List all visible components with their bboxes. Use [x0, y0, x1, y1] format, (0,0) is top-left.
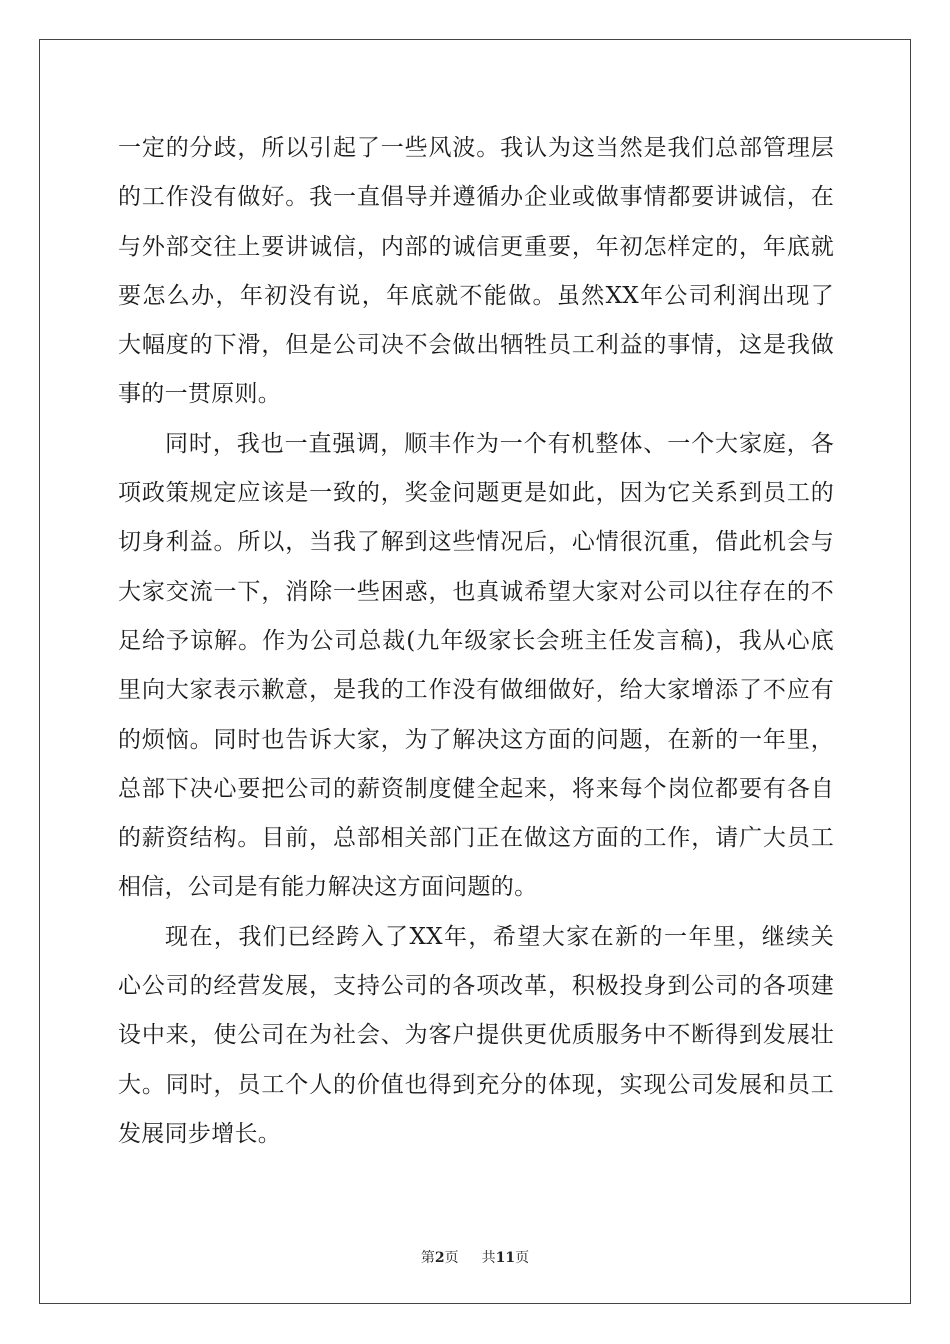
text-line: 大。同时，员工个人的价值也得到充分的体现，实现公司发展和员工	[118, 1071, 834, 1098]
text-line: 的烦恼。同时也告诉大家，为了解决这方面的问题，在新的一年里，	[118, 726, 834, 753]
text-line: 相信，公司是有能力解决这方面问题的。	[118, 874, 538, 901]
text-line: 足给予谅解。作为公司总裁(九年级家长会班主任发言稿)，我从心底	[118, 627, 834, 654]
text-line: 的薪资结构。目前，总部相关部门正在做这方面的工作，请广大员工	[118, 825, 834, 852]
document-body	[118, 128, 834, 1163]
current-page: 2	[434, 1250, 445, 1266]
text-line: 大家交流一下，消除一些困惑，也真诚希望大家对公司以往存在的不	[118, 578, 834, 605]
total-pages: 11	[495, 1250, 516, 1266]
page-number: 第2页	[420, 1250, 459, 1266]
text-line: 总部下决心要把公司的薪资制度健全起来，将来每个岗位都要有各自	[118, 775, 834, 802]
text-line: 一定的分歧，所以引起了一些风波。我认为这当然是我们总部管理层	[118, 135, 834, 161]
text-line: 发展同步增长。	[118, 1120, 282, 1147]
text-line: 同时，我也一直强调，顺丰作为一个有机整体、一个大家庭，各	[165, 430, 834, 457]
page-total: 共11页	[481, 1250, 530, 1266]
text-line: 项政策规定应该是一致的，奖金问题更是如此，因为它关系到员工的	[118, 480, 834, 507]
text-line: 切身利益。所以，当我了解到这些情况后，心情很沉重，借此机会与	[118, 529, 834, 556]
text-line: 心公司的经营发展，支持公司的各项改革，积极投身到公司的各项建	[118, 973, 834, 1000]
page-footer	[0, 1247, 950, 1267]
text-line: 与外部交往上要讲诚信，内部的诚信更重要，年初怎样定的，年底就	[118, 233, 834, 260]
text-line: 里向大家表示歉意，是我的工作没有做细做好，给大家增添了不应有	[118, 677, 834, 704]
text-line: 设中来，使公司在为社会、为客户提供更优质服务中不断得到发展壮	[118, 1022, 834, 1049]
text-line: 的工作没有做好。我一直倡导并遵循办企业或做事情都要讲诚信，在	[118, 184, 834, 211]
text-line: 现在，我们已经跨入了XX年，希望大家在新的一年里，继续关	[165, 923, 834, 950]
text-line: 事的一贯原则。	[118, 381, 282, 408]
text-line: 大幅度的下滑，但是公司决不会做出牺牲员工利益的事情，这是我做	[118, 332, 834, 359]
text-line: 要怎么办，年初没有说，年底就不能做。虽然XX年公司利润出现了	[118, 282, 834, 309]
